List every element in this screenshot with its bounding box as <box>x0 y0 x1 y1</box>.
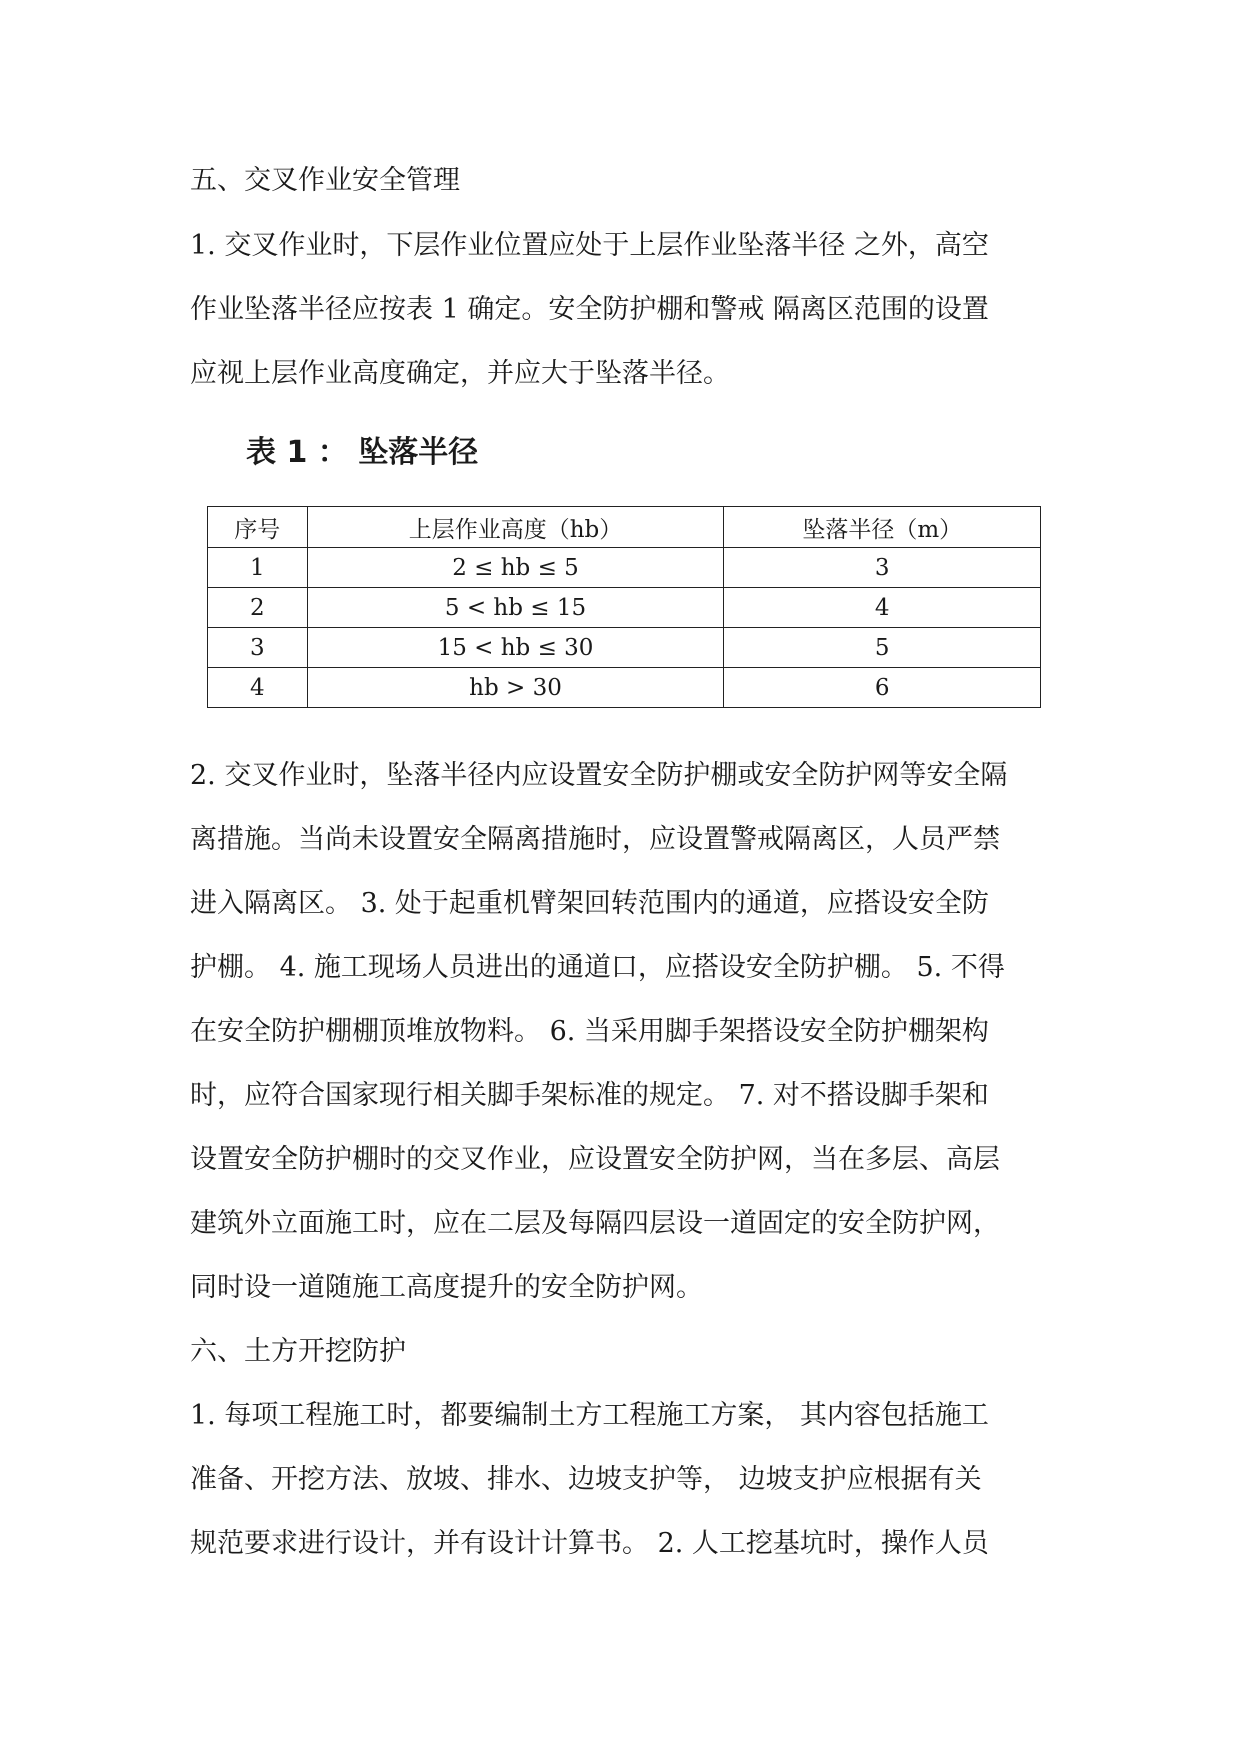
table-row <box>208 588 1041 628</box>
cell-seq: 1 <box>208 548 308 588</box>
paragraph-line: 进入隔离区。 3. 处于起重机臂架回转范围内的通道，应搭设安全防 <box>190 888 989 919</box>
header-upper-height: 上层作业高度（hb） <box>307 507 724 548</box>
header-fall-radius: 坠落半径（m） <box>724 507 1041 548</box>
paragraph-line: 设置安全防护棚时的交叉作业，应设置安全防护网，当在多层、高层 <box>190 1144 1000 1175</box>
paragraph-line: 1. 每项工程施工时，都要编制土方工程施工方案， 其内容包括施工 <box>190 1400 989 1431</box>
paragraph-line: 1. 交叉作业时，下层作业位置应处于上层作业坠落半径 之外，高空 <box>190 230 989 261</box>
cell-radius: 6 <box>724 668 1041 708</box>
paragraph-line: 时，应符合国家现行相关脚手架标准的规定。 7. 对不搭设脚手架和 <box>190 1080 989 1111</box>
table-caption: 表 1 ： 坠落半径 <box>246 435 479 470</box>
paragraph-line: 作业坠落半径应按表 1 确定。安全防护棚和警戒 隔离区范围的设置 <box>190 294 989 325</box>
paragraph-line: 离措施。当尚未设置安全隔离措施时，应设置警戒隔离区，人员严禁 <box>190 824 1000 855</box>
table-row <box>208 628 1041 668</box>
section-heading-earthwork: 六、土方开挖防护 <box>190 1336 406 1367</box>
cell-radius: 5 <box>724 628 1041 668</box>
fall-radius-table <box>207 506 1041 708</box>
cell-seq: 2 <box>208 588 308 628</box>
paragraph-line: 2. 交叉作业时，坠落半径内应设置安全防护棚或安全防护网等安全隔 <box>190 760 1008 791</box>
cell-radius: 4 <box>724 588 1041 628</box>
paragraph-line: 护棚。 4. 施工现场人员进出的通道口，应搭设安全防护棚。 5. 不得 <box>190 952 1005 983</box>
cell-height: hb > 30 <box>307 668 724 708</box>
paragraph-line: 同时设一道随施工高度提升的安全防护网。 <box>190 1272 703 1303</box>
cell-radius: 3 <box>724 548 1041 588</box>
cell-height: 5 < hb ≤ 15 <box>307 588 724 628</box>
cell-seq: 4 <box>208 668 308 708</box>
paragraph-line: 准备、开挖方法、放坡、排水、边坡支护等， 边坡支护应根据有关 <box>190 1464 982 1495</box>
cell-height: 15 < hb ≤ 30 <box>307 628 724 668</box>
table-header-row <box>208 507 1041 548</box>
paragraph-line: 规范要求进行设计，并有设计计算书。 2. 人工挖基坑时，操作人员 <box>190 1528 989 1559</box>
cell-seq: 3 <box>208 628 308 668</box>
header-seq: 序号 <box>208 507 308 548</box>
paragraph-line: 应视上层作业高度确定，并应大于坠落半径。 <box>190 358 730 389</box>
table-row <box>208 668 1041 708</box>
paragraph-line: 在安全防护棚棚顶堆放物料。 6. 当采用脚手架搭设安全防护棚架构 <box>190 1016 989 1047</box>
cell-height: 2 ≤ hb ≤ 5 <box>307 548 724 588</box>
paragraph-line: 建筑外立面施工时，应在二层及每隔四层设一道固定的安全防护网， <box>190 1208 1000 1239</box>
table-row <box>208 548 1041 588</box>
section-heading-cross-work: 五、交叉作业安全管理 <box>190 165 460 196</box>
